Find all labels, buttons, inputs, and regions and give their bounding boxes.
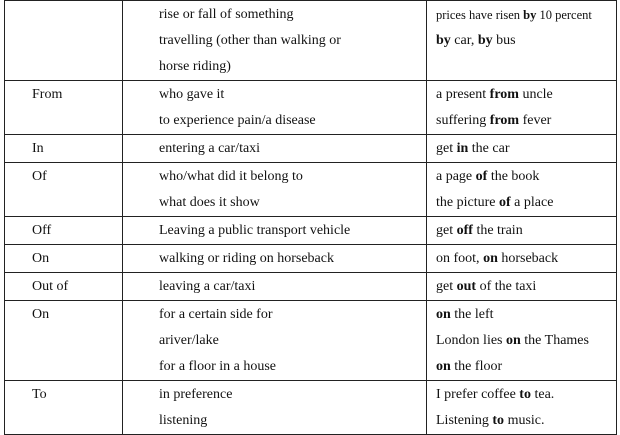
example-text: 10 percent: [536, 8, 592, 22]
example-line: [436, 354, 616, 380]
example-text: of the taxi: [476, 279, 537, 294]
example-preposition: by: [477, 33, 493, 48]
example-preposition: out: [456, 279, 477, 294]
meaning-text: entering a car/taxi: [159, 141, 261, 156]
example-line: [436, 382, 616, 408]
example-text: the Thames: [520, 333, 589, 348]
example-text: the car: [468, 141, 510, 156]
example-text: prices have risen: [436, 8, 524, 22]
table-row: [5, 217, 617, 245]
example-preposition: of: [498, 195, 511, 210]
preposition-cell: Off: [5, 217, 123, 245]
meaning-cell: [123, 1, 427, 81]
table-row: [5, 273, 617, 301]
example-text: suffering: [436, 113, 490, 128]
preposition-cell: On: [5, 301, 123, 381]
meaning-text: for a certain side for: [159, 307, 273, 322]
example-cell: [427, 1, 617, 81]
example-text: Listening: [436, 413, 493, 428]
example-preposition: of: [475, 169, 488, 184]
example-cell: [427, 81, 617, 135]
meaning-text: leaving a car/taxi: [159, 279, 256, 294]
example-text: uncle: [518, 87, 553, 102]
example-preposition: to: [519, 387, 531, 402]
example-preposition: from: [489, 113, 520, 128]
example-line: [436, 136, 616, 162]
example-line: [436, 218, 616, 244]
example-line: [436, 274, 616, 300]
meaning-text: ariver/lake: [159, 333, 219, 348]
example-text: the book: [487, 169, 540, 184]
example-text: the picture: [436, 195, 499, 210]
example-preposition: to: [492, 413, 505, 428]
preposition-cell: From: [5, 81, 123, 135]
example-text: London lies: [436, 333, 506, 348]
example-preposition: in: [456, 141, 469, 156]
example-preposition: on: [483, 251, 498, 266]
example-text: get: [436, 141, 457, 156]
example-text: the floor: [450, 359, 503, 374]
example-text: a page: [436, 169, 476, 184]
example-cell: [427, 381, 617, 435]
meaning-text: walking or riding on horseback: [159, 251, 334, 266]
meaning-text: travelling (other than walking or: [159, 33, 341, 48]
example-line: [436, 28, 616, 54]
example-text: the train: [472, 223, 523, 238]
meaning-cell: [123, 245, 427, 273]
meaning-cell: [123, 381, 427, 435]
example-text: tea.: [530, 387, 555, 402]
meaning-text: to experience pain/a disease: [159, 113, 316, 128]
example-text: car,: [450, 33, 478, 48]
example-preposition: from: [489, 87, 519, 102]
example-line: [436, 54, 616, 80]
example-text: a present: [436, 87, 490, 102]
preposition-cell: [5, 1, 123, 81]
example-line: [436, 190, 616, 216]
example-preposition: by: [523, 8, 537, 22]
meaning-cell: [123, 163, 427, 217]
example-preposition: on: [436, 307, 451, 322]
example-text: music.: [504, 413, 545, 428]
meaning-text: horse riding): [159, 59, 231, 74]
example-text: bus: [492, 33, 516, 48]
meaning-cell: [123, 301, 427, 381]
example-preposition: on: [506, 333, 521, 348]
example-line: [436, 82, 616, 108]
example-cell: [427, 217, 617, 245]
meaning-text: in preference: [159, 387, 233, 402]
table-row: [5, 81, 617, 135]
preposition-cell: Out of: [5, 273, 123, 301]
meaning-text: who gave it: [159, 87, 225, 102]
example-text: I prefer coffee: [436, 387, 520, 402]
example-line: [436, 302, 616, 328]
meaning-text: rise or fall of something: [159, 7, 294, 22]
example-text: fever: [519, 113, 552, 128]
meaning-text: for a floor in a house: [159, 359, 277, 374]
meaning-text: Leaving a public transport vehicle: [159, 223, 351, 238]
meaning-cell: [123, 135, 427, 163]
example-text: on foot,: [436, 251, 484, 266]
table-row: [5, 163, 617, 217]
preposition-table-body: [5, 1, 617, 435]
table-row: [5, 381, 617, 435]
example-text: horseback: [497, 251, 559, 266]
preposition-cell: Of: [5, 163, 123, 217]
table-row: [5, 135, 617, 163]
table-row: [5, 245, 617, 273]
example-cell: [427, 301, 617, 381]
example-preposition: off: [456, 223, 473, 238]
meaning-cell: [123, 217, 427, 245]
example-preposition: on: [436, 359, 451, 374]
example-cell: [427, 163, 617, 217]
example-text: get: [436, 223, 457, 238]
table-row: [5, 1, 617, 81]
meaning-text: who/what did it belong to: [159, 169, 303, 184]
example-cell: [427, 273, 617, 301]
example-preposition: by: [436, 33, 451, 48]
example-text: get: [436, 279, 457, 294]
example-text: the left: [450, 307, 494, 322]
preposition-cell: On: [5, 245, 123, 273]
meaning-cell: [123, 273, 427, 301]
example-line: [436, 246, 616, 272]
meaning-text: listening: [159, 413, 208, 428]
preposition-cell: In: [5, 135, 123, 163]
table-row: [5, 301, 617, 381]
example-line: [436, 108, 616, 134]
meaning-text: what does it show: [159, 195, 260, 210]
example-cell: [427, 245, 617, 273]
example-line: [436, 164, 616, 190]
example-line: [436, 328, 616, 354]
example-line: [436, 2, 616, 28]
example-text: a place: [510, 195, 554, 210]
preposition-table: [4, 0, 617, 435]
example-cell: [427, 135, 617, 163]
example-line: [436, 408, 616, 434]
meaning-cell: [123, 81, 427, 135]
preposition-cell: To: [5, 381, 123, 435]
